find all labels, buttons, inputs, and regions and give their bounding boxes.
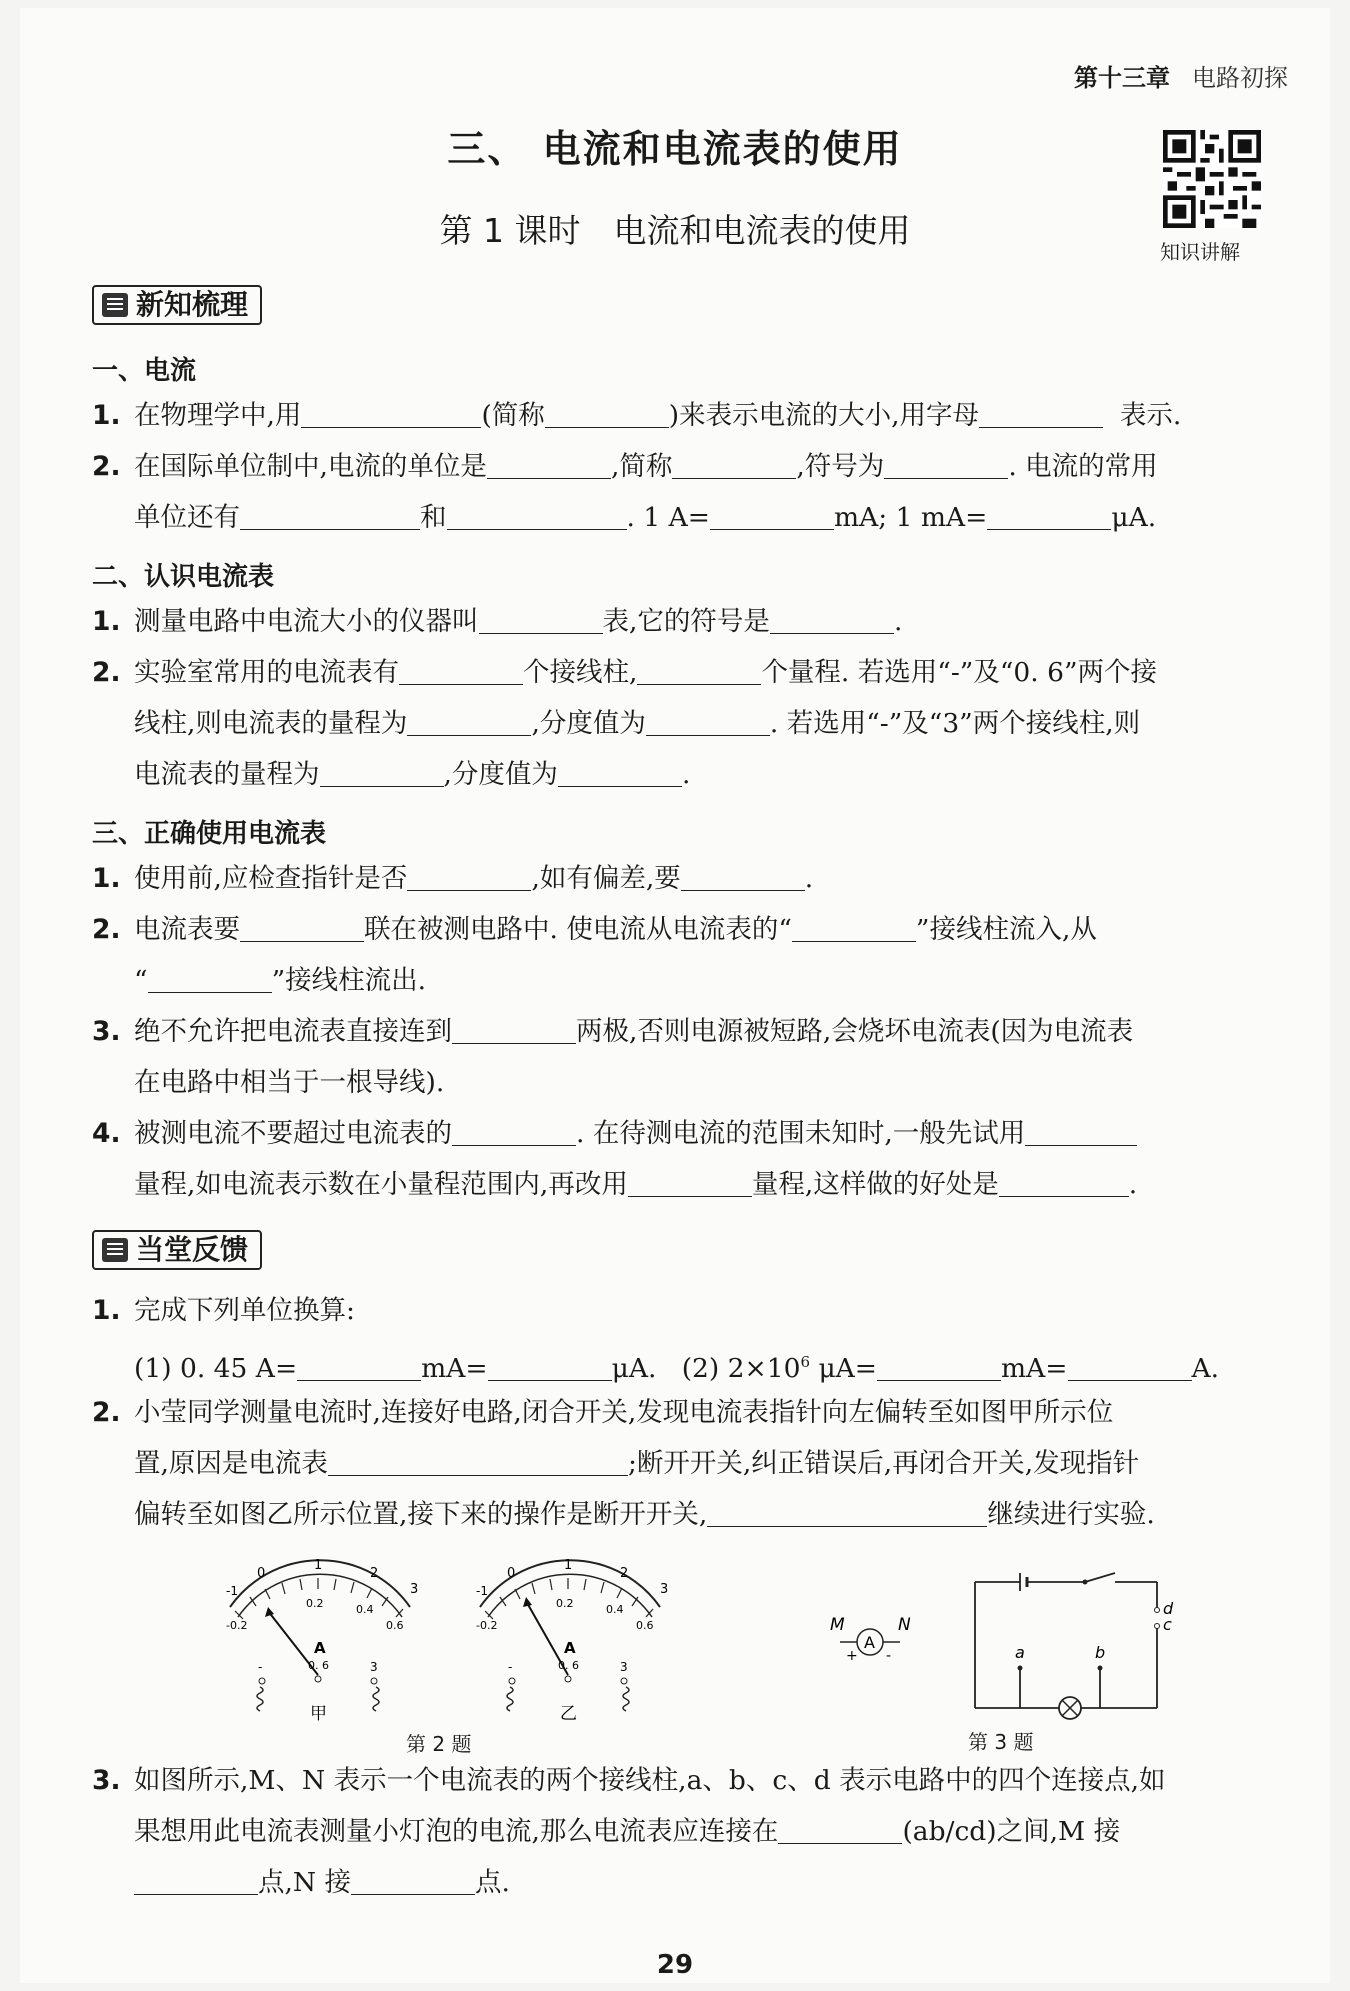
feedback-q2: 2. 小莹同学测量电流时,连接好电路,闭合开关,发现电流表指针向左偏转至如图甲所示位 [92, 1397, 1114, 1428]
terminal-label: 3 [620, 1660, 628, 1674]
ammeter-figure-a [210, 1545, 430, 1725]
answer-blank[interactable] [979, 401, 1103, 428]
point-d-label: d [1163, 1599, 1174, 1618]
point-a-label: a [1015, 1643, 1025, 1662]
answer-blank[interactable] [240, 503, 420, 530]
terminal-post [259, 1678, 265, 1684]
minus-sign: - [886, 1648, 892, 1664]
answer-blank[interactable] [1068, 1354, 1192, 1381]
answer-blank[interactable] [407, 709, 531, 736]
item-2-1: 1. 测量电路中电流大小的仪器叫 表,它的符号是 . [92, 606, 903, 637]
answer-blank[interactable] [558, 760, 682, 787]
ammeter-figure-b [460, 1545, 680, 1725]
answer-blank[interactable] [999, 1170, 1129, 1197]
answer-blank[interactable] [884, 452, 1008, 479]
needle-tip [523, 1597, 532, 1607]
figure-caption-q3: 第 3 题 [968, 1730, 1034, 1754]
section-tag-feedback [92, 1230, 262, 1270]
item-1-1: 1. 在物理学中,用 (简称 )来表示电流的大小,用字母 表示. [92, 400, 1182, 431]
wire-spring [373, 1687, 379, 1711]
point-b-label: b [1095, 1643, 1106, 1662]
heading-correct-use: 三、正确使用电流表 [92, 819, 327, 849]
feedback-q3-l3: 点,N 接 点. [92, 1865, 1304, 1901]
scale-label: 0.2 [556, 1597, 574, 1610]
chapter-header [1074, 58, 1288, 93]
item-3-1: 1. 使用前,应检查指针是否 ,如有偏差,要 . [92, 863, 814, 894]
page-title: 三、 电流和电流表的使用 [447, 127, 903, 171]
chapter-title: 电路初探 [1192, 64, 1288, 92]
answer-blank[interactable] [1025, 1119, 1137, 1146]
answer-blank[interactable] [545, 401, 669, 428]
feedback-q2-l3: 偏转至如图乙所示位置,接下来的操作是断开开关, 继续进行实验. [134, 1499, 1155, 1530]
scale-label: 0.6 [636, 1619, 654, 1632]
terminal-post [371, 1678, 377, 1684]
scale-label: 2 [370, 1566, 379, 1581]
terminal-label: 0. 6 [558, 1659, 579, 1672]
answer-blank[interactable] [351, 1868, 475, 1895]
point-c-label: c [1163, 1615, 1172, 1634]
terminal-label: 0. 6 [308, 1659, 329, 1672]
answer-blank[interactable] [681, 864, 805, 891]
page-number: 29 [656, 1950, 694, 1980]
item-1-2-cont: 单位还有 和 . 1 A= mA; 1 mA= μA. [134, 502, 1157, 533]
feedback-q1: 1. 完成下列单位换算: [92, 1295, 355, 1326]
answer-blank[interactable] [628, 1170, 752, 1197]
pencil-icon [102, 1238, 128, 1262]
terminal-post [565, 1676, 571, 1682]
terminal-m-label: M [830, 1615, 845, 1635]
answer-blank[interactable] [301, 401, 481, 428]
item-3-2-cont: “ ”接线柱流出. [134, 965, 427, 996]
meter-unit: A [564, 1639, 576, 1657]
answer-blank[interactable] [447, 503, 627, 530]
answer-blank[interactable] [148, 966, 272, 993]
scale-label: 0.6 [386, 1619, 404, 1632]
answer-blank[interactable] [328, 1449, 628, 1476]
book-icon [102, 293, 128, 317]
item-3-4: 4. 被测电流不要超过电流表的 . 在待测电流的范围未知时,一般先试用 [92, 1116, 1262, 1152]
plus-sign: + [846, 1648, 858, 1664]
scale-label: -1 [476, 1584, 488, 1598]
item-3-4-cont: 量程,如电流表示数在小量程范围内,再改用 量程,这样做的好处是 . [134, 1169, 1138, 1200]
heading-current: 一、电流 [92, 356, 197, 386]
answer-blank[interactable] [134, 1868, 258, 1895]
answer-blank[interactable] [637, 658, 761, 685]
answer-blank[interactable] [707, 1500, 987, 1527]
answer-blank[interactable] [452, 1017, 576, 1044]
scale-label: -1 [226, 1584, 238, 1598]
circuit-wires [975, 1573, 1157, 1708]
switch-pivot [1083, 1580, 1088, 1585]
answer-blank[interactable] [770, 607, 894, 634]
figure-label: 甲 [310, 1704, 327, 1724]
scale-label: 3 [660, 1582, 669, 1597]
answer-blank[interactable] [297, 1354, 421, 1381]
scale-label: 0.4 [606, 1603, 624, 1616]
scale-label: 0.4 [356, 1603, 374, 1616]
scale-label: 0 [257, 1566, 266, 1581]
point-a [1018, 1666, 1023, 1671]
answer-blank[interactable] [778, 1817, 902, 1844]
answer-blank[interactable] [240, 915, 364, 942]
scale-label: 2 [620, 1566, 629, 1581]
item-3-3-cont: 在电路中相当于一根导线). [134, 1067, 445, 1098]
figure-caption-q2: 第 2 题 [406, 1732, 472, 1756]
answer-blank[interactable] [452, 1119, 576, 1146]
section-tag-label: 新知梳理 [136, 288, 249, 321]
wire-spring [507, 1687, 513, 1711]
answer-blank[interactable] [646, 709, 770, 736]
scale-label: 0.2 [306, 1597, 324, 1610]
heading-ammeter: 二、认识电流表 [92, 562, 275, 592]
chapter-number: 第十三章 [1074, 64, 1170, 92]
section-tag-new-knowledge [92, 285, 262, 325]
point-c [1155, 1624, 1160, 1629]
ammeter-symbol [820, 1610, 920, 1670]
answer-blank[interactable] [710, 503, 834, 530]
feedback-q2-l2: 置,原因是电流表 ;断开开关,纠正错误后,再闭合开关,发现指针 [134, 1448, 1140, 1479]
section-tag-label: 当堂反馈 [136, 1233, 249, 1266]
figure-label: 乙 [560, 1704, 577, 1724]
scale-label: 1 [564, 1558, 573, 1573]
item-1-2: 2. 在国际单位制中,电流的单位是 ,简称 ,符号为 . 电流的常用 [92, 451, 1158, 482]
qr-code-icon[interactable] [1163, 130, 1261, 228]
ammeter-letter: A [864, 1633, 875, 1652]
point-d [1155, 1608, 1160, 1613]
wire-spring [623, 1687, 629, 1711]
scale-label: -0.2 [476, 1619, 498, 1632]
answer-blank[interactable] [479, 607, 603, 634]
answer-blank[interactable] [488, 1354, 612, 1381]
meter-unit: A [314, 1639, 326, 1657]
scale-label: 3 [410, 1582, 419, 1597]
scale-label: -0.2 [226, 1619, 248, 1632]
item-2-2-cont: 线柱,则电流表的量程为 ,分度值为 . 若选用“-”及“3”两个接线柱,则 [134, 708, 1141, 739]
terminal-label: - [258, 1660, 263, 1674]
terminal-label: - [508, 1660, 513, 1674]
answer-blank[interactable] [399, 658, 523, 685]
terminal-post [315, 1676, 321, 1682]
answer-blank[interactable] [320, 760, 444, 787]
answer-blank[interactable] [487, 452, 611, 479]
scale-label: 1 [314, 1558, 323, 1573]
scale-label: 0 [507, 1566, 516, 1581]
circuit-diagram [965, 1570, 1185, 1720]
item-2-2: 2. 实验室常用的电流表有 个接线柱, 个量程. 若选用“-”及“0. 6”两个接 [92, 657, 1157, 688]
terminal-label: 3 [370, 1660, 378, 1674]
answer-blank[interactable] [987, 503, 1111, 530]
answer-blank[interactable] [672, 452, 796, 479]
terminal-post [509, 1678, 515, 1684]
answer-blank[interactable] [407, 864, 531, 891]
wire-spring [257, 1687, 263, 1711]
lesson-subtitle: 第 1 课时 电流和电流表的使用 [439, 211, 911, 250]
point-b [1098, 1666, 1103, 1671]
feedback-q3: 3. 如图所示,M、N 表示一个电流表的两个接线柱,a、b、c、d 表示电路中的四个连接点,如 [92, 1765, 1166, 1796]
qr-label: 知识讲解 [1160, 240, 1240, 264]
terminal-n-label: N [898, 1615, 911, 1635]
feedback-q3-l2: 果想用此电流表测量小灯泡的电流,那么电流表应连接在 (ab/cd)之间,M 接 [134, 1816, 1121, 1847]
item-3-2: 2. 电流表要 联在被测电路中. 使电流从电流表的“ ”接线柱流入,从 [92, 914, 1097, 945]
answer-blank[interactable] [792, 915, 916, 942]
terminal-post [621, 1678, 627, 1684]
item-3-3: 3. 绝不允许把电流表直接连到 两极,否则电源被短路,会烧坏电流表(因为电流表 [92, 1016, 1134, 1047]
item-2-2-cont2: 电流表的量程为 ,分度值为 . [134, 759, 691, 790]
feedback-q1-sub: (1) 0. 45 A= mA= μA. (2) $2\times 10^6$ μA= mA= A. [134, 1352, 1220, 1384]
answer-blank[interactable] [877, 1354, 1001, 1381]
